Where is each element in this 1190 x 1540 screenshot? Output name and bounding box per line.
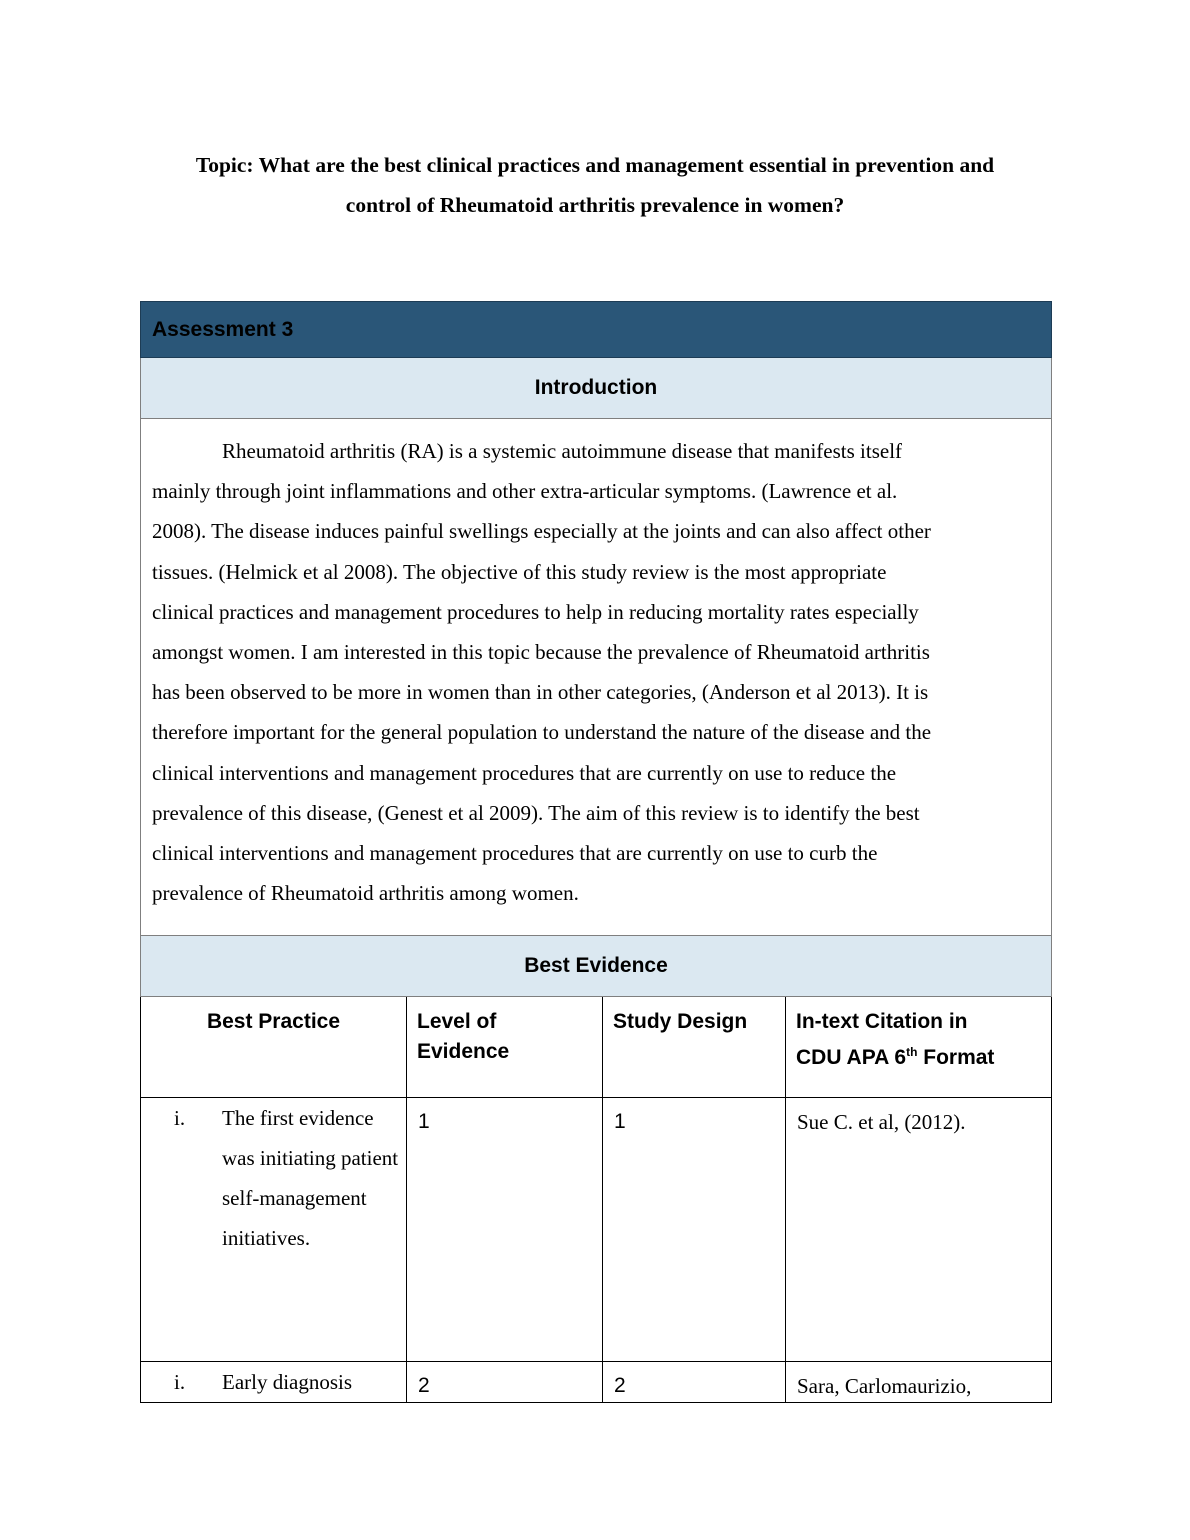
level-cell: 2 (407, 1362, 603, 1403)
header-text: Format (917, 1046, 995, 1070)
citation-cell: Sue C. et al, (2012). (786, 1098, 1052, 1362)
assessment-table (140, 301, 1052, 1403)
best-evidence-heading: Best Evidence (141, 936, 1052, 997)
table-row (141, 1098, 1052, 1362)
intro-line: has been observed to be more in women than in other categories, (Anderson et al 2013). It is (152, 680, 929, 705)
header-text: CDU APA 6 (796, 1046, 907, 1070)
best-practice-text: Early diagnosis (222, 1370, 353, 1395)
best-practice-cell (141, 1098, 407, 1362)
level-cell: 1 (407, 1098, 603, 1362)
intro-line: therefore important for the general population to understand the nature of the disease and the (152, 720, 932, 745)
design-cell: 1 (603, 1098, 786, 1362)
best-practice-text: The first evidence was initiating patient self-management initiatives. (222, 1106, 399, 1251)
column-header-citation (786, 997, 1052, 1098)
column-header-study-design: Study Design (603, 997, 786, 1098)
document-title (140, 145, 1050, 225)
best-practice-cell (141, 1362, 407, 1403)
intro-line: clinical practices and management procedures to help in reducing mortality rates especially (152, 599, 919, 624)
header-text: In-text Citation in (796, 1010, 968, 1034)
title-line: Topic: What are the best clinical practices and management essential in prevention and (195, 153, 995, 177)
intro-line: prevalence of Rheumatoid arthritis among women. (152, 881, 579, 906)
intro-line: mainly through joint inflammations and other extra-articular symptoms. (Lawrence et al. (152, 479, 898, 504)
list-marker: i. (174, 1370, 186, 1395)
citation-cell: Sara, Carlomaurizio, (786, 1362, 1052, 1403)
intro-line: Rheumatoid arthritis (RA) is a systemic autoimmune disease that manifests itself (222, 439, 903, 463)
table-row (141, 1362, 1052, 1403)
intro-line: clinical interventions and management procedures that are currently on use to curb the (152, 841, 878, 866)
introduction-heading: Introduction (141, 358, 1052, 419)
introduction-paragraph (141, 419, 1052, 936)
list-marker: i. (174, 1106, 186, 1131)
design-cell: 2 (603, 1362, 786, 1403)
header-text (796, 1037, 1041, 1073)
column-header-level (407, 997, 603, 1098)
intro-line: clinical interventions and management procedures that are currently on use to reduce the (152, 760, 897, 785)
intro-line: 2008). The disease induces painful swellings especially at the joints and can also affect other (152, 519, 931, 544)
assessment-heading: Assessment 3 (141, 302, 1052, 358)
superscript: th (906, 1045, 918, 1060)
intro-line: prevalence of this disease, (Genest et al 2009). The aim of this review is to identify the best (152, 800, 920, 825)
title-line: control of Rheumatoid arthritis prevalence in women? (345, 193, 845, 217)
intro-line: amongst women. I am interested in this topic because the prevalence of Rheumatoid arthritis (152, 640, 930, 665)
column-header-best-practice: Best Practice (141, 997, 407, 1098)
header-text: Level of (417, 1010, 497, 1034)
column-header-row (141, 997, 1052, 1098)
header-text: Evidence (417, 1040, 510, 1064)
intro-line: tissues. (Helmick et al 2008). The objective of this study review is the most appropriate (152, 559, 887, 584)
